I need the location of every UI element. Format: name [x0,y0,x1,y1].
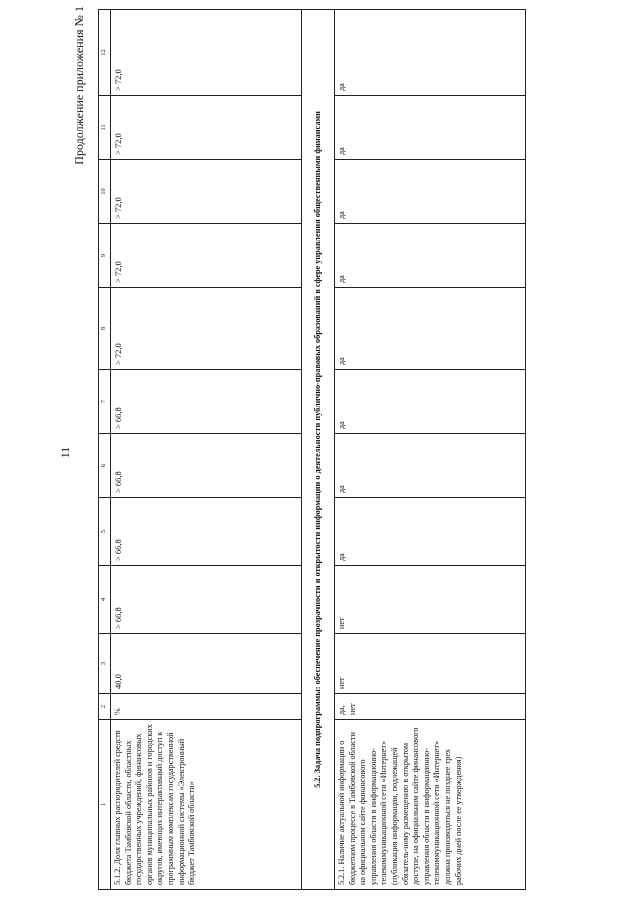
value-cell: да [335,434,526,498]
indicator-name: 5.2.1. Наличие актуальной информации о бюджетном процессе в Тамбовской области на официальном сайте финансового управления области в информационно-телекоммуникационной сети «Интернет» (публикация информации, подлежащей обязатель-ному размещению в открытом доступе, на официальном сайте финансового управления области в информационно-телекоммуникационной сети «Интернет» должна производиться не позднее трех рабочих дней после ее утверждения) [335,720,526,890]
value-cell: да [335,370,526,434]
value-cell: > 66,8 [111,498,302,566]
value-cell: > 66,8 [111,370,302,434]
indicator-unit: да, нет [335,694,526,720]
column-header: 3 [99,634,111,694]
value-cell: > 72,0 [111,10,302,96]
page-number: 11 [58,446,72,459]
column-number-row [99,10,111,890]
value-cell: да [335,498,526,566]
value-cell: нет [335,634,526,694]
column-header: 4 [99,566,111,634]
table-row [335,10,526,890]
indicator-table-wrapper [98,10,526,890]
table-row [111,10,302,890]
indicator-name: 5.1.2. Доля главных распорядителей средств бюджета Тамбовской области, областных государственных учреждений, финансовых органов муниципальных районов и городских округов, имеющих интерактивный доступ к программным комплексам государственной информационной системы «Электронный бюджет Тамбовской области» [111,720,302,890]
column-header: 12 [99,10,111,96]
value-cell: > 72,0 [111,224,302,288]
column-header: 2 [99,694,111,720]
column-header: 11 [99,96,111,160]
continuation-heading: Продолжение приложения № 1 [72,6,86,165]
task-heading: 5.2. Задача подпрограммы: обеспечение прозрачности и открытости информации о деятельности публично-правовых образований в сфере управления общественными финансами [302,10,335,890]
value-cell: да [335,96,526,160]
value-cell: > 72,0 [111,288,302,370]
column-header: 5 [99,498,111,566]
value-cell: нет [335,566,526,634]
value-cell: > 72,0 [111,160,302,224]
indicator-table [98,9,526,890]
value-cell: да [335,288,526,370]
column-header: 7 [99,370,111,434]
column-header: 10 [99,160,111,224]
value-cell: > 66,8 [111,566,302,634]
value-cell: 40,0 [111,634,302,694]
column-header: 6 [99,434,111,498]
value-cell: > 72,0 [111,96,302,160]
value-cell: > 66,8 [111,434,302,498]
value-cell: да [335,160,526,224]
task-row [302,10,335,890]
value-cell: да [335,10,526,96]
value-cell: да [335,224,526,288]
column-header: 9 [99,224,111,288]
indicator-unit: % [111,694,302,720]
column-header: 1 [99,720,111,890]
column-header: 8 [99,288,111,370]
